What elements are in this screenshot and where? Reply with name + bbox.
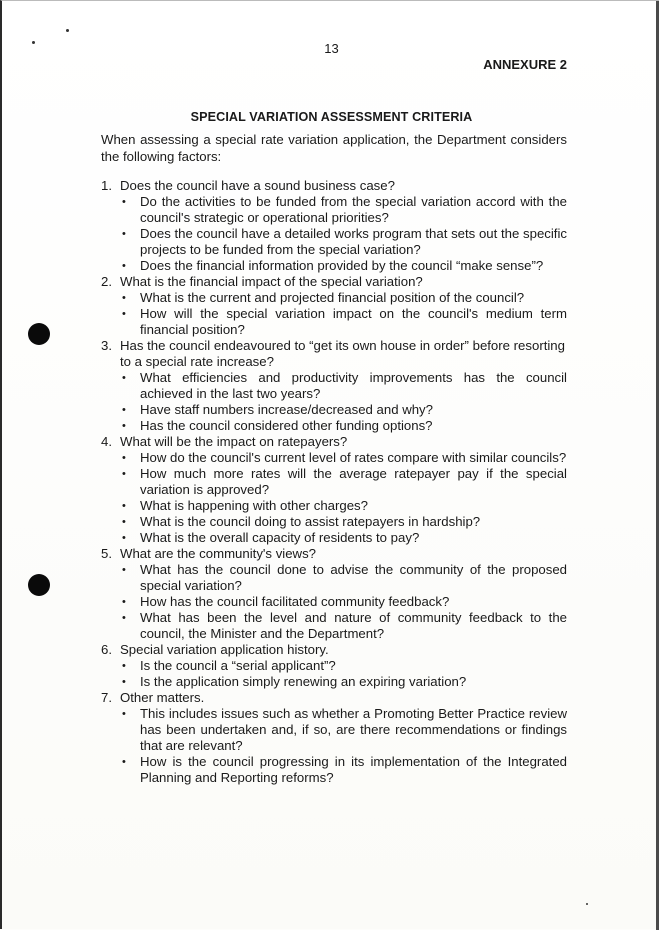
criterion-bullets — [120, 706, 567, 786]
bullet-icon: • — [122, 564, 126, 576]
bullet-item — [120, 610, 567, 642]
bullet-item — [120, 706, 567, 754]
bullet-icon: • — [122, 228, 126, 240]
bullet-icon: • — [122, 420, 126, 432]
criterion-number: 1. — [101, 178, 112, 193]
bullet-item — [120, 370, 567, 402]
bullet-item — [120, 418, 567, 434]
bullet-text: What has been the level and nature of community feedback to the council, the Minister and the Department? — [140, 610, 567, 641]
bullet-icon: • — [122, 196, 126, 208]
annexure-label: ANNEXURE 2 — [483, 57, 567, 72]
bullet-icon: • — [122, 596, 126, 608]
criterion-item — [101, 178, 567, 274]
bullet-item — [120, 450, 567, 466]
bullet-text: What is the overall capacity of residents to pay? — [140, 530, 420, 545]
criterion-item — [101, 274, 567, 338]
criterion-number: 4. — [101, 434, 112, 449]
bullet-icon: • — [122, 612, 126, 624]
scan-speck — [586, 903, 588, 905]
bullet-text: Has the council considered other funding options? — [140, 418, 433, 433]
bullet-icon: • — [122, 292, 126, 304]
criterion-bullets — [120, 658, 567, 690]
bullet-text: What has the council done to advise the community of the proposed special variation? — [140, 562, 567, 593]
bullet-text: Is the application simply renewing an expiring variation? — [140, 674, 467, 689]
criterion-item — [101, 690, 567, 786]
bullet-item — [120, 402, 567, 418]
criterion-question: Special variation application history. — [120, 642, 329, 657]
bullet-item — [120, 530, 567, 546]
criterion-bullets — [120, 194, 567, 274]
bullet-item — [120, 514, 567, 530]
bullet-item — [120, 498, 567, 514]
criteria-list — [101, 178, 567, 786]
criterion-question: Other matters. — [120, 690, 205, 705]
criterion-question: What are the community's views? — [120, 546, 317, 561]
criterion-number: 3. — [101, 338, 112, 353]
bullet-icon: • — [122, 372, 126, 384]
bullet-item — [120, 290, 567, 306]
bullet-text: Do the activities to be funded from the special variation accord with the council's strategic or operational priorities? — [140, 194, 567, 225]
criterion-item — [101, 434, 567, 546]
criterion-question: Has the council endeavoured to “get its own house in order” before resorting to a special rate increase? — [120, 338, 565, 369]
bullet-text: Does the council have a detailed works program that sets out the specific projects to be funded from the special variation? — [140, 226, 567, 257]
bullet-text: How has the council facilitated community feedback? — [140, 594, 450, 609]
bullet-text: What efficiencies and productivity improvements has the council achieved in the last two years? — [140, 370, 567, 401]
bullet-icon: • — [122, 708, 126, 720]
bullet-item — [120, 226, 567, 258]
bullet-text: Does the financial information provided by the council “make sense”? — [140, 258, 544, 273]
bullet-text: How much more rates will the average ratepayer pay if the special variation is approved? — [140, 466, 567, 497]
bullet-text: Have staff numbers increase/decreased and why? — [140, 402, 433, 417]
bullet-icon: • — [122, 404, 126, 416]
document-title: SPECIAL VARIATION ASSESSMENT CRITERIA — [190, 110, 473, 124]
bullet-icon: • — [122, 756, 126, 768]
criterion-item — [101, 546, 567, 642]
criterion-bullets — [120, 562, 567, 642]
bullet-icon: • — [122, 516, 126, 528]
punch-hole — [28, 574, 50, 596]
bullet-icon: • — [122, 500, 126, 512]
bullet-item — [120, 658, 567, 674]
bullet-item — [120, 754, 567, 786]
bullet-item — [120, 306, 567, 338]
bullet-item — [120, 466, 567, 498]
bullet-text: This includes issues such as whether a Promoting Better Practice review has been undertaken and, if so, are there recommendations or findings that are relevant? — [140, 706, 567, 753]
bullet-icon: • — [122, 452, 126, 464]
bullet-text: What is the council doing to assist ratepayers in hardship? — [140, 514, 481, 529]
bullet-item — [120, 258, 567, 274]
criterion-bullets — [120, 290, 567, 338]
bullet-icon: • — [122, 532, 126, 544]
bullet-item — [120, 562, 567, 594]
bullet-text: How do the council's current level of rates compare with similar councils? — [140, 450, 567, 465]
criterion-item — [101, 338, 567, 434]
criterion-question: What will be the impact on ratepayers? — [120, 434, 348, 449]
criterion-question: Does the council have a sound business case? — [120, 178, 395, 193]
criterion-bullets — [120, 450, 567, 546]
bullet-text: What is happening with other charges? — [140, 498, 368, 513]
scan-speck — [66, 29, 69, 32]
bullet-text: Is the council a “serial applicant”? — [140, 658, 336, 673]
bullet-text: How will the special variation impact on the council's medium term financial position? — [140, 306, 567, 337]
bullet-icon: • — [122, 260, 126, 272]
criterion-question: What is the financial impact of the special variation? — [120, 274, 423, 289]
criterion-number: 7. — [101, 690, 112, 705]
bullet-icon: • — [122, 660, 126, 672]
criterion-number: 5. — [101, 546, 112, 561]
bullet-text: How is the council progressing in its implementation of the Integrated Planning and Reporting reforms? — [140, 754, 567, 785]
bullet-item — [120, 674, 567, 690]
bullet-icon: • — [122, 308, 126, 320]
criterion-number: 2. — [101, 274, 112, 289]
bullet-icon: • — [122, 676, 126, 688]
criterion-item — [101, 642, 567, 690]
bullet-text: What is the current and projected financial position of the council? — [140, 290, 525, 305]
bullet-item — [120, 194, 567, 226]
bullet-icon: • — [122, 468, 126, 480]
page-number: 13 — [324, 41, 339, 56]
punch-hole — [28, 323, 50, 345]
criterion-number: 6. — [101, 642, 112, 657]
criterion-bullets — [120, 370, 567, 434]
bullet-item — [120, 594, 567, 610]
intro-paragraph: When assessing a special rate variation application, the Department considers the following factors: — [101, 132, 567, 164]
